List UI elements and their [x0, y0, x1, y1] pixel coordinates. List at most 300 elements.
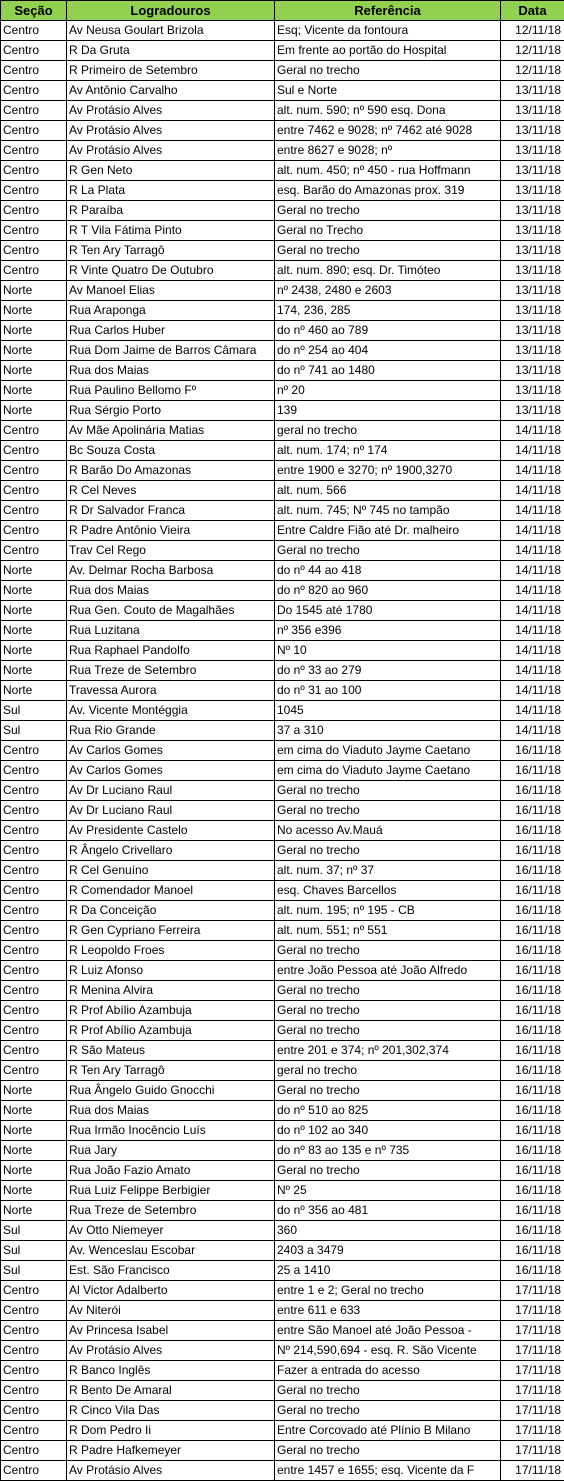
data-cell: 17/11/18 [501, 1301, 564, 1321]
secao-cell: Centro [1, 961, 67, 981]
referencia-cell: do nº 460 ao 789 [275, 321, 501, 341]
data-cell: 12/11/18 [501, 41, 564, 61]
logradouro-cell: Rua Luiz Felippe Berbigier [67, 1181, 275, 1201]
secao-cell: Centro [1, 761, 67, 781]
logradouro-cell: Av Manoel Elias [67, 281, 275, 301]
secao-cell: Centro [1, 941, 67, 961]
logradouro-cell: R Paraíba [67, 201, 275, 221]
table-row [1, 1101, 564, 1121]
logradouro-cell: Rua Carlos Huber [67, 321, 275, 341]
secao-cell: Centro [1, 921, 67, 941]
table-row [1, 1261, 564, 1281]
referencia-cell: entre 7462 e 9028; nº 7462 até 9028 [275, 121, 501, 141]
referencia-cell: Geral no trecho [275, 201, 501, 221]
referencia-cell: Nº 10 [275, 641, 501, 661]
referencia-cell: entre São Manoel até João Pessoa - [275, 1321, 501, 1341]
logradouro-cell: R Cinco Vila Das [67, 1401, 275, 1421]
secao-cell: Sul [1, 1221, 67, 1241]
data-cell: 17/11/18 [501, 1421, 564, 1441]
logradouro-cell: Av Protásio Alves [67, 141, 275, 161]
secao-cell: Norte [1, 1141, 67, 1161]
data-cell: 16/11/18 [501, 961, 564, 981]
data-cell: 16/11/18 [501, 1061, 564, 1081]
table-row [1, 1141, 564, 1161]
logradouro-cell: Bc Souza Costa [67, 441, 275, 461]
logradouro-cell: R Cel Neves [67, 481, 275, 501]
logradouro-cell: Av Dr Luciano Raul [67, 781, 275, 801]
data-cell: 13/11/18 [501, 81, 564, 101]
referencia-cell: do nº 820 ao 960 [275, 581, 501, 601]
data-cell: 14/11/18 [501, 581, 564, 601]
referencia-cell: Fazer a entrada do acesso [275, 1361, 501, 1381]
data-cell: 16/11/18 [501, 1221, 564, 1241]
data-cell: 17/11/18 [501, 1381, 564, 1401]
header-row [1, 1, 564, 21]
logradouro-cell: Av Protásio Alves [67, 1341, 275, 1361]
secao-cell: Centro [1, 821, 67, 841]
secao-cell: Centro [1, 1341, 67, 1361]
logradouro-cell: Rua João Fazio Amato [67, 1161, 275, 1181]
table-row [1, 461, 564, 481]
logradouro-cell: Travessa Aurora [67, 681, 275, 701]
secao-cell: Norte [1, 1081, 67, 1101]
referencia-cell: alt. num. 890; esq. Dr. Timóteo [275, 261, 501, 281]
secao-cell: Centro [1, 901, 67, 921]
referencia-cell: esq. Barão do Amazonas prox. 319 [275, 181, 501, 201]
data-cell: 13/11/18 [501, 401, 564, 421]
secao-cell: Norte [1, 341, 67, 361]
referencia-cell: Geral no trecho [275, 1161, 501, 1181]
secao-cell: Centro [1, 1301, 67, 1321]
referencia-cell: do nº 33 ao 279 [275, 661, 501, 681]
logradouro-cell: Trav Cel Rego [67, 541, 275, 561]
data-cell: 17/11/18 [501, 1361, 564, 1381]
secao-cell: Norte [1, 1201, 67, 1221]
secao-cell: Norte [1, 1181, 67, 1201]
table-row [1, 581, 564, 601]
data-cell: 16/11/18 [501, 761, 564, 781]
table-row [1, 701, 564, 721]
data-cell: 14/11/18 [501, 501, 564, 521]
referencia-cell: entre 1457 e 1655; esq. Vicente da F [275, 1461, 501, 1481]
secao-cell: Norte [1, 281, 67, 301]
table-row [1, 221, 564, 241]
data-cell: 14/11/18 [501, 461, 564, 481]
data-cell: 14/11/18 [501, 641, 564, 661]
table-row [1, 421, 564, 441]
data-cell: 13/11/18 [501, 301, 564, 321]
referencia-cell: esq. Chaves Barcellos [275, 881, 501, 901]
table-row [1, 841, 564, 861]
data-cell: 13/11/18 [501, 321, 564, 341]
referencia-cell: do nº 254 ao 404 [275, 341, 501, 361]
secao-cell: Centro [1, 781, 67, 801]
referencia-cell: do nº 83 ao 135 e nº 735 [275, 1141, 501, 1161]
data-cell: 16/11/18 [501, 801, 564, 821]
data-cell: 13/11/18 [501, 241, 564, 261]
table-row [1, 1041, 564, 1061]
logradouro-cell: R Vinte Quatro De Outubro [67, 261, 275, 281]
data-cell: 14/11/18 [501, 481, 564, 501]
referencia-cell: entre 201 e 374; nº 201,302,374 [275, 1041, 501, 1061]
logradouro-cell: R Leopoldo Froes [67, 941, 275, 961]
data-cell: 14/11/18 [501, 681, 564, 701]
table-row [1, 1381, 564, 1401]
referencia-cell: 37 a 310 [275, 721, 501, 741]
table-row [1, 361, 564, 381]
logradouro-cell: R São Mateus [67, 1041, 275, 1061]
referencia-cell: em cima do Viaduto Jayme Caetano [275, 741, 501, 761]
secao-cell: Centro [1, 521, 67, 541]
table-row [1, 481, 564, 501]
secao-cell: Centro [1, 241, 67, 261]
logradouro-cell: Av Princesa Isabel [67, 1321, 275, 1341]
data-cell: 16/11/18 [501, 1101, 564, 1121]
logradouro-cell: Av. Wenceslau Escobar [67, 1241, 275, 1261]
data-cell: 17/11/18 [501, 1341, 564, 1361]
data-cell: 16/11/18 [501, 901, 564, 921]
secao-cell: Norte [1, 361, 67, 381]
table-row [1, 301, 564, 321]
data-cell: 17/11/18 [501, 1441, 564, 1461]
logradouro-cell: R Gen Neto [67, 161, 275, 181]
referencia-cell: Entre Corcovado até Plínio B Milano [275, 1421, 501, 1441]
table-row [1, 181, 564, 201]
secao-cell: Centro [1, 81, 67, 101]
secao-cell: Centro [1, 541, 67, 561]
table-row [1, 601, 564, 621]
referencia-cell: Geral no trecho [275, 941, 501, 961]
logradouro-cell: R Banco Inglês [67, 1361, 275, 1381]
table-row [1, 521, 564, 541]
table-row [1, 261, 564, 281]
logradouro-cell: Rua Jary [67, 1141, 275, 1161]
secao-cell: Norte [1, 401, 67, 421]
secao-cell: Centro [1, 1441, 67, 1461]
data-cell: 16/11/18 [501, 1121, 564, 1141]
logradouro-cell: Rua Rio Grande [67, 721, 275, 741]
table-row [1, 641, 564, 661]
referencia-cell: Geral no trecho [275, 541, 501, 561]
logradouro-cell: Rua Dom Jaime de Barros Câmara [67, 341, 275, 361]
logradouro-cell: R Dom Pedro Ii [67, 1421, 275, 1441]
referencia-cell: geral no trecho [275, 421, 501, 441]
table-row [1, 41, 564, 61]
secao-cell: Centro [1, 1381, 67, 1401]
logradouro-cell: Rua Gen. Couto de Magalhães [67, 601, 275, 621]
secao-cell: Centro [1, 1461, 67, 1481]
table-row [1, 1201, 564, 1221]
referencia-cell: alt. num. 195; nº 195 - CB [275, 901, 501, 921]
data-cell: 13/11/18 [501, 281, 564, 301]
secao-cell: Norte [1, 381, 67, 401]
table-row [1, 901, 564, 921]
data-cell: 16/11/18 [501, 821, 564, 841]
referencia-cell: Sul e Norte [275, 81, 501, 101]
secao-cell: Centro [1, 801, 67, 821]
referencia-cell: Geral no trecho [275, 61, 501, 81]
table-row [1, 661, 564, 681]
referencia-cell: Geral no trecho [275, 1081, 501, 1101]
data-cell: 16/11/18 [501, 1241, 564, 1261]
table-row [1, 161, 564, 181]
data-cell: 14/11/18 [501, 701, 564, 721]
table-row [1, 61, 564, 81]
table-header [1, 1, 564, 21]
data-cell: 14/11/18 [501, 721, 564, 741]
secao-cell: Centro [1, 1041, 67, 1061]
logradouro-cell: R Prof Abílio Azambuja [67, 1001, 275, 1021]
table-row [1, 861, 564, 881]
logradouro-cell: R Menina Alvira [67, 981, 275, 1001]
table-row [1, 121, 564, 141]
data-cell: 14/11/18 [501, 421, 564, 441]
secao-cell: Centro [1, 1421, 67, 1441]
referencia-cell: alt. num. 590; nº 590 esq. Dona [275, 101, 501, 121]
logradouro-cell: Rua Paulino Bellomo Fº [67, 381, 275, 401]
logradouro-cell: R Dr Salvador Franca [67, 501, 275, 521]
referencia-cell: Geral no trecho [275, 841, 501, 861]
referencia-cell: Geral no trecho [275, 1441, 501, 1461]
table-row [1, 441, 564, 461]
logradouro-cell: Av Carlos Gomes [67, 741, 275, 761]
data-cell: 13/11/18 [501, 181, 564, 201]
table-row [1, 1001, 564, 1021]
referencia-cell: Geral no trecho [275, 241, 501, 261]
secao-cell: Norte [1, 1161, 67, 1181]
table-row [1, 1221, 564, 1241]
secao-cell: Sul [1, 701, 67, 721]
referencia-cell: geral no trecho [275, 1061, 501, 1081]
data-cell: 16/11/18 [501, 1201, 564, 1221]
data-cell: 13/11/18 [501, 121, 564, 141]
secao-cell: Sul [1, 1261, 67, 1281]
data-cell: 16/11/18 [501, 1161, 564, 1181]
logradouro-cell: R Ten Ary Tarragô [67, 241, 275, 261]
logradouro-cell: Av Antônio Carvalho [67, 81, 275, 101]
data-cell: 13/11/18 [501, 361, 564, 381]
secao-cell: Centro [1, 841, 67, 861]
secao-cell: Norte [1, 681, 67, 701]
referencia-cell: do nº 741 ao 1480 [275, 361, 501, 381]
secao-cell: Centro [1, 141, 67, 161]
referencia-cell: 2403 a 3479 [275, 1241, 501, 1261]
secao-cell: Centro [1, 201, 67, 221]
table-row [1, 921, 564, 941]
data-cell: 17/11/18 [501, 1281, 564, 1301]
secao-cell: Centro [1, 221, 67, 241]
logradouro-cell: Av Mãe Apolinária Matias [67, 421, 275, 441]
secao-cell: Centro [1, 481, 67, 501]
secao-cell: Norte [1, 661, 67, 681]
table-row [1, 1281, 564, 1301]
logradouro-cell: Av Neusa Goulart Brizola [67, 21, 275, 41]
logradouro-cell: R T Vila Fátima Pinto [67, 221, 275, 241]
table-row [1, 1401, 564, 1421]
table-row [1, 1441, 564, 1461]
data-cell: 14/11/18 [501, 441, 564, 461]
secao-cell: Centro [1, 61, 67, 81]
secao-cell: Norte [1, 581, 67, 601]
secao-cell: Centro [1, 101, 67, 121]
table-row [1, 381, 564, 401]
logradouro-cell: R Prof Abílio Azambuja [67, 1021, 275, 1041]
referencia-cell: Geral no trecho [275, 1021, 501, 1041]
data-cell: 14/11/18 [501, 561, 564, 581]
table-row [1, 1421, 564, 1441]
referencia-cell: Geral no trecho [275, 801, 501, 821]
data-cell: 12/11/18 [501, 21, 564, 41]
logradouro-cell: Est. São Francisco [67, 1261, 275, 1281]
data-cell: 16/11/18 [501, 841, 564, 861]
table-row [1, 681, 564, 701]
logradouro-cell: R Luiz Afonso [67, 961, 275, 981]
secao-cell: Centro [1, 41, 67, 61]
table-row [1, 761, 564, 781]
secao-cell: Norte [1, 641, 67, 661]
logradouro-cell: Rua dos Maias [67, 581, 275, 601]
secao-cell: Sul [1, 721, 67, 741]
table-row [1, 1341, 564, 1361]
header-secao: Seção [1, 1, 67, 21]
logradouro-cell: R Bento De Amaral [67, 1381, 275, 1401]
logradouro-cell: R Da Conceição [67, 901, 275, 921]
table-row [1, 721, 564, 741]
secao-cell: Centro [1, 421, 67, 441]
referencia-cell: alt. num. 450; nº 450 - rua Hoffmann [275, 161, 501, 181]
secao-cell: Norte [1, 1101, 67, 1121]
table-row [1, 621, 564, 641]
secao-cell: Norte [1, 321, 67, 341]
table-row [1, 1241, 564, 1261]
logradouro-cell: Av Protásio Alves [67, 101, 275, 121]
referencia-cell: No acesso Av.Mauá [275, 821, 501, 841]
logradouro-cell: R Padre Hafkemeyer [67, 1441, 275, 1461]
logradouro-cell: Rua Raphael Pandolfo [67, 641, 275, 661]
secao-cell: Centro [1, 261, 67, 281]
logradouro-cell: R Barão Do Amazonas [67, 461, 275, 481]
referencia-cell: Nº 214,590,694 - esq. R. São Vicente [275, 1341, 501, 1361]
table-row [1, 241, 564, 261]
logradouro-cell: R La Plata [67, 181, 275, 201]
secao-cell: Norte [1, 561, 67, 581]
data-cell: 16/11/18 [501, 1141, 564, 1161]
secao-cell: Norte [1, 621, 67, 641]
referencia-cell: do nº 44 ao 418 [275, 561, 501, 581]
table-row [1, 961, 564, 981]
secao-cell: Norte [1, 1121, 67, 1141]
table-row [1, 141, 564, 161]
table-row [1, 21, 564, 41]
data-cell: 17/11/18 [501, 1321, 564, 1341]
data-cell: 16/11/18 [501, 1041, 564, 1061]
table-row [1, 801, 564, 821]
secao-cell: Centro [1, 981, 67, 1001]
referencia-cell: nº 2438, 2480 e 2603 [275, 281, 501, 301]
logradouro-cell: Rua Treze de Setembro [67, 1201, 275, 1221]
secao-cell: Centro [1, 1321, 67, 1341]
referencia-cell: Geral no trecho [275, 1381, 501, 1401]
data-cell: 14/11/18 [501, 541, 564, 561]
logradouro-cell: Rua Ângelo Guido Gnocchi [67, 1081, 275, 1101]
secao-cell: Centro [1, 741, 67, 761]
data-cell: 14/11/18 [501, 601, 564, 621]
secao-cell: Centro [1, 1361, 67, 1381]
referencia-cell: alt. num. 37; nº 37 [275, 861, 501, 881]
table-row [1, 1181, 564, 1201]
secao-cell: Centro [1, 501, 67, 521]
header-logradouros: Logradouros [67, 1, 275, 21]
secao-cell: Centro [1, 881, 67, 901]
secao-cell: Centro [1, 21, 67, 41]
secao-cell: Centro [1, 1401, 67, 1421]
data-cell: 16/11/18 [501, 781, 564, 801]
data-cell: 16/11/18 [501, 981, 564, 1001]
header-data: Data [501, 1, 564, 21]
table-body [1, 21, 564, 1481]
logradouro-cell: R Cel Genuíno [67, 861, 275, 881]
data-cell: 17/11/18 [501, 1401, 564, 1421]
referencia-cell: 139 [275, 401, 501, 421]
referencia-cell: entre 1 e 2; Geral no trecho [275, 1281, 501, 1301]
logradouro-cell: Av. Delmar Rocha Barbosa [67, 561, 275, 581]
secao-cell: Centro [1, 161, 67, 181]
referencia-cell: Geral no trecho [275, 1401, 501, 1421]
logradouro-cell: R Gen Cypriano Ferreira [67, 921, 275, 941]
table-row [1, 501, 564, 521]
table-row [1, 981, 564, 1001]
header-referencia: Referência [275, 1, 501, 21]
secao-cell: Centro [1, 861, 67, 881]
referencia-cell: do nº 510 ao 825 [275, 1101, 501, 1121]
table-row [1, 881, 564, 901]
referencia-cell: 360 [275, 1221, 501, 1241]
referencia-cell: Geral no trecho [275, 1001, 501, 1021]
referencia-cell: alt. num. 551; nº 551 [275, 921, 501, 941]
data-cell: 13/11/18 [501, 341, 564, 361]
logradouro-cell: Av. Vicente Montéggia [67, 701, 275, 721]
data-cell: 16/11/18 [501, 941, 564, 961]
referencia-cell: nº 356 e396 [275, 621, 501, 641]
logradouro-cell: R Ten Ary Tarragô [67, 1061, 275, 1081]
data-cell: 13/11/18 [501, 141, 564, 161]
table-row [1, 541, 564, 561]
data-cell: 13/11/18 [501, 261, 564, 281]
referencia-cell: nº 20 [275, 381, 501, 401]
referencia-cell: alt. num. 566 [275, 481, 501, 501]
table-row [1, 1321, 564, 1341]
data-cell: 13/11/18 [501, 221, 564, 241]
logradouro-cell: Av Dr Luciano Raul [67, 801, 275, 821]
referencia-cell: Em frente ao portão do Hospital [275, 41, 501, 61]
logradouro-cell: Av Protásio Alves [67, 1461, 275, 1481]
referencia-cell: em cima do Viaduto Jayme Caetano [275, 761, 501, 781]
table-row [1, 341, 564, 361]
data-cell: 14/11/18 [501, 621, 564, 641]
secao-cell: Norte [1, 601, 67, 621]
table-row [1, 101, 564, 121]
secao-cell: Centro [1, 461, 67, 481]
table-row [1, 821, 564, 841]
data-cell: 16/11/18 [501, 741, 564, 761]
referencia-cell: entre João Pessoa até João Alfredo [275, 961, 501, 981]
referencia-cell: entre 8627 e 9028; nº [275, 141, 501, 161]
table-row [1, 1121, 564, 1141]
secao-cell: Centro [1, 441, 67, 461]
data-cell: 13/11/18 [501, 101, 564, 121]
logradouro-cell: R Da Gruta [67, 41, 275, 61]
table-row [1, 561, 564, 581]
